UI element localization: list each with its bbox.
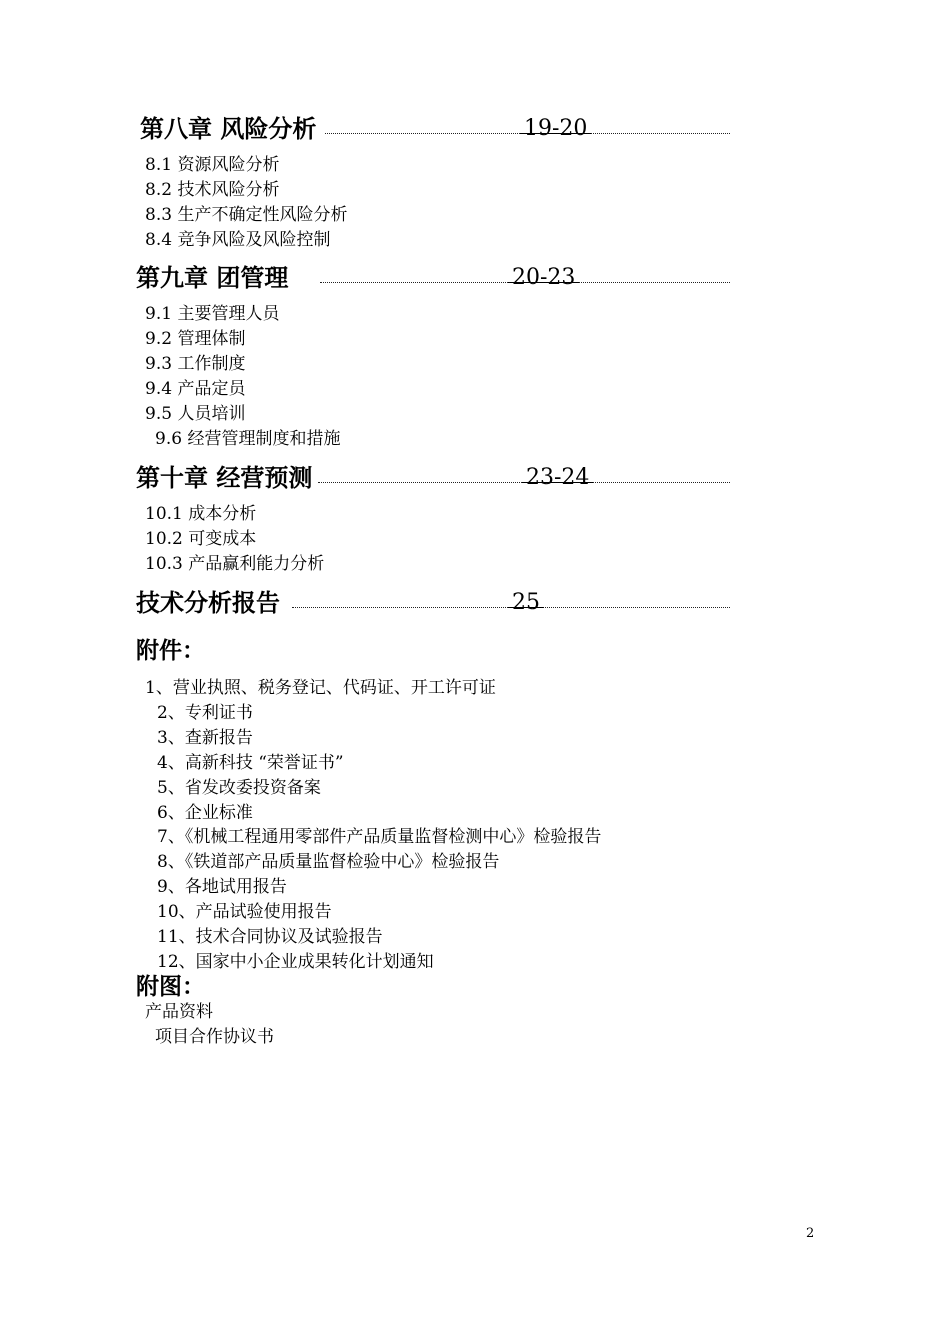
tech-report-title: 技术分析报告	[136, 589, 280, 617]
toc-subitem[interactable]: 10.1 成本分析	[145, 504, 257, 524]
toc-subitem[interactable]: 9.2 管理体制	[145, 329, 246, 349]
toc-entry-tech-report[interactable]	[0, 587, 950, 627]
toc-subitem[interactable]: 9.1 主要管理人员	[145, 304, 280, 324]
figure-item: 项目合作协议书	[155, 1027, 274, 1047]
strikethrough-line	[508, 607, 544, 608]
attachment-item: 3、查新报告	[157, 728, 253, 748]
strikethrough-line	[520, 133, 591, 134]
tech-report-page-number: 25	[512, 590, 540, 615]
toc-entry-chapter-8[interactable]	[0, 113, 950, 153]
toc-entry-chapter-10[interactable]	[0, 462, 950, 502]
toc-subitem[interactable]: 9.5 人员培训	[145, 404, 246, 424]
attachment-item: 6、企业标准	[157, 803, 253, 823]
toc-subitem[interactable]: 8.2 技术风险分析	[145, 180, 280, 200]
chapter-10-page-range: 23-24	[526, 465, 590, 490]
chapter-10-title: 第十章 经营预测	[136, 464, 313, 492]
chapter-8-title: 第八章 风险分析	[140, 115, 317, 143]
chapter-9-pages	[512, 262, 575, 294]
chapter-10-pages	[526, 462, 589, 494]
toc-subitem[interactable]: 9.6 经营管理制度和措施	[155, 429, 341, 449]
attachment-item: 2、专利证书	[157, 703, 253, 723]
chapter-9-page-range: 20-23	[512, 265, 576, 290]
page-number: 2	[806, 1226, 815, 1241]
attachment-item: 7、《机械工程通用零部件产品质量监督检测中心》检验报告	[157, 827, 602, 847]
toc-subitem[interactable]: 8.3 生产不确定性风险分析	[145, 205, 348, 225]
toc-subitem[interactable]: 10.3 产品赢利能力分析	[145, 554, 325, 574]
attachment-item: 8、《铁道部产品质量监督检验中心》检验报告	[157, 852, 500, 872]
attachments-heading: 附件：	[136, 638, 205, 664]
attachment-item: 9、各地试用报告	[157, 877, 287, 897]
strikethrough-line	[508, 282, 579, 283]
toc-subitem[interactable]: 10.2 可变成本	[145, 529, 257, 549]
toc-subitem[interactable]: 9.4 产品定员	[145, 379, 246, 399]
strikethrough-line	[522, 482, 593, 483]
chapter-8-pages	[524, 113, 587, 145]
attachment-item: 1、营业执照、税务登记、代码证、开工许可证	[145, 678, 496, 698]
figure-item: 产品资料	[145, 1002, 213, 1022]
attachment-item: 12、国家中小企业成果转化计划通知	[157, 952, 434, 972]
toc-subitem[interactable]: 8.1 资源风险分析	[145, 155, 280, 175]
attachment-item: 4、高新科技 “荣誉证书”	[157, 753, 344, 773]
toc-subitem[interactable]: 9.3 工作制度	[145, 354, 246, 374]
toc-entry-chapter-9[interactable]	[0, 262, 950, 302]
attachment-item: 5、省发改委投资备案	[157, 778, 321, 798]
attachment-item: 11、技术合同协议及试验报告	[157, 927, 383, 947]
chapter-8-page-range: 19-20	[524, 116, 588, 141]
chapter-9-title: 第九章 团管理	[136, 264, 289, 292]
figures-heading: 附图：	[136, 974, 205, 1000]
attachment-item: 10、产品试验使用报告	[157, 902, 332, 922]
toc-subitem[interactable]: 8.4 竞争风险及风险控制	[145, 230, 331, 250]
tech-report-pages	[512, 587, 540, 619]
